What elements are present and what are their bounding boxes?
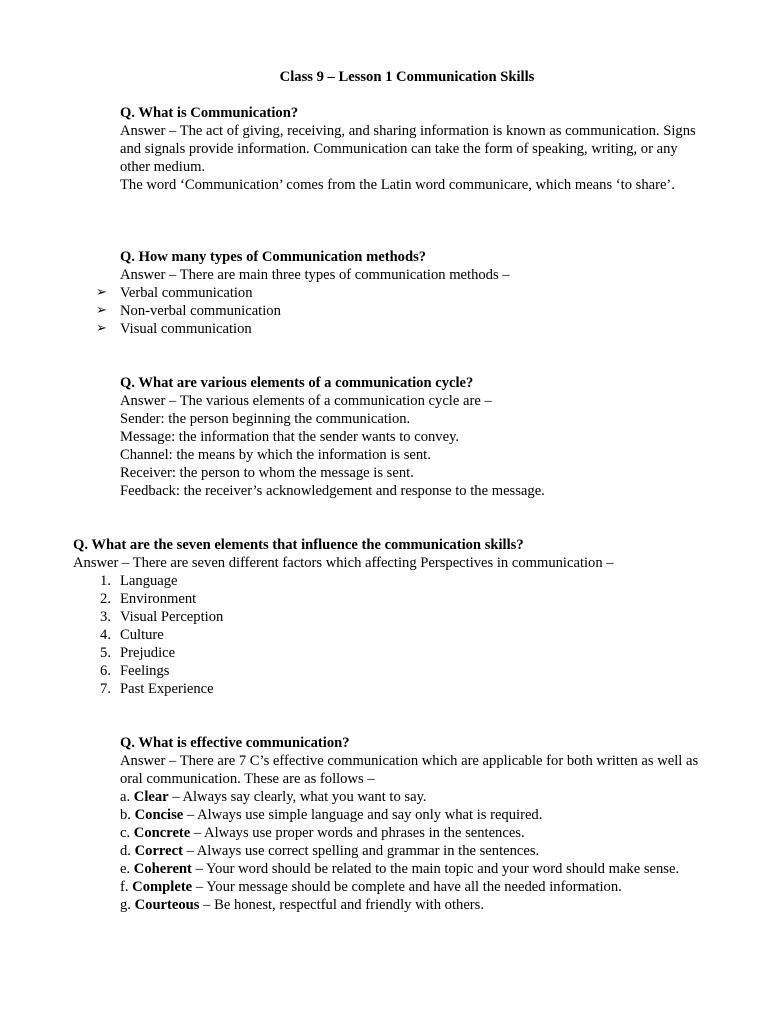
list-item-text: Feelings bbox=[120, 663, 170, 679]
cycle-element-message: Message: the information that the sender wants to convey. bbox=[120, 429, 460, 445]
question-heading: Q. What are various elements of a communication cycle? bbox=[120, 375, 474, 391]
arrow-bullet-icon: ➢ bbox=[96, 321, 107, 336]
answer-text: Answer – There are main three types of communication methods – bbox=[120, 267, 510, 283]
list-item-text: Non-verbal communication bbox=[120, 303, 281, 319]
section-communication-cycle bbox=[120, 374, 710, 500]
list-number: 3. bbox=[100, 609, 111, 625]
answer-text: Answer – There are 7 C’s effective communication which are applicable for both written as well as oral communication. These are as follows – bbox=[120, 753, 699, 787]
c-item-correct: d. Correct – Always use correct spelling and grammar in the sentences. bbox=[120, 843, 540, 859]
section-effective-communication bbox=[120, 734, 700, 914]
list-item-text: Environment bbox=[120, 591, 197, 607]
cycle-element-channel: Channel: the means by which the information is sent. bbox=[120, 447, 431, 463]
list-number: 4. bbox=[100, 627, 111, 643]
c-item-clear: a. Clear – Always say clearly, what you want to say. bbox=[120, 789, 427, 805]
list-item-text: Language bbox=[120, 573, 178, 589]
list-number: 2. bbox=[100, 591, 111, 607]
list-number: 5. bbox=[100, 645, 111, 661]
list-item bbox=[73, 662, 733, 680]
c-item-courteous: g. Courteous – Be honest, respectful and friendly with others. bbox=[120, 897, 484, 913]
section-communication-types bbox=[96, 248, 710, 338]
list-item-text: Visual communication bbox=[120, 321, 252, 337]
cycle-element-sender: Sender: the person beginning the communication. bbox=[120, 411, 411, 427]
c-item-concrete: c. Concrete – Always use proper words and phrases in the sentences. bbox=[120, 825, 525, 841]
page-title: Class 9 – Lesson 1 Communication Skills bbox=[279, 69, 535, 85]
list-item bbox=[96, 302, 710, 320]
list-number: 1. bbox=[100, 573, 111, 589]
list-item-text: Culture bbox=[120, 627, 164, 643]
answer-text: Answer – The act of giving, receiving, and sharing information is known as communication. Signs and signals provide information. Communication can take the form of speaking, writing, or any other medium. bbox=[120, 123, 696, 175]
list-item-text: Past Experience bbox=[120, 681, 214, 697]
list-item bbox=[73, 644, 733, 662]
question-heading: Q. What is Communication? bbox=[120, 105, 299, 121]
section-what-is-communication bbox=[120, 104, 710, 194]
c-item-concise: b. Concise – Always use simple language and say only what is required. bbox=[120, 807, 543, 823]
list-item-text: Prejudice bbox=[120, 645, 176, 661]
question-heading: Q. What are the seven elements that influence the communication skills? bbox=[73, 537, 524, 553]
list-item-text: Visual Perception bbox=[120, 609, 224, 625]
list-item bbox=[96, 320, 710, 338]
list-item-text: Verbal communication bbox=[120, 285, 253, 301]
arrow-bullet-icon: ➢ bbox=[96, 303, 107, 318]
c-item-complete: f. Complete – Your message should be complete and have all the needed information. bbox=[120, 879, 622, 895]
answer-text: Answer – The various elements of a communication cycle are – bbox=[120, 393, 492, 409]
list-item bbox=[73, 680, 733, 698]
list-item bbox=[73, 572, 733, 590]
list-item bbox=[73, 590, 733, 608]
cycle-element-receiver: Receiver: the person to whom the message is sent. bbox=[120, 465, 414, 481]
question-heading: Q. What is effective communication? bbox=[120, 735, 350, 751]
answer-origin-text: The word ‘Communication’ comes from the Latin word communicare, which means ‘to share’. bbox=[120, 177, 675, 193]
arrow-bullet-icon: ➢ bbox=[96, 285, 107, 300]
list-item bbox=[73, 626, 733, 644]
section-seven-elements bbox=[73, 536, 733, 698]
cycle-element-feedback: Feedback: the receiver’s acknowledgement and response to the message. bbox=[120, 483, 545, 499]
answer-text: Answer – There are seven different factors which affecting Perspectives in communication – bbox=[73, 555, 614, 571]
list-item bbox=[73, 608, 733, 626]
list-item bbox=[96, 284, 710, 302]
list-number: 6. bbox=[100, 663, 111, 679]
list-number: 7. bbox=[100, 681, 111, 697]
question-heading: Q. How many types of Communication methods? bbox=[120, 249, 427, 265]
c-item-coherent: e. Coherent – Your word should be related to the main topic and your word should make sense. bbox=[120, 861, 680, 877]
